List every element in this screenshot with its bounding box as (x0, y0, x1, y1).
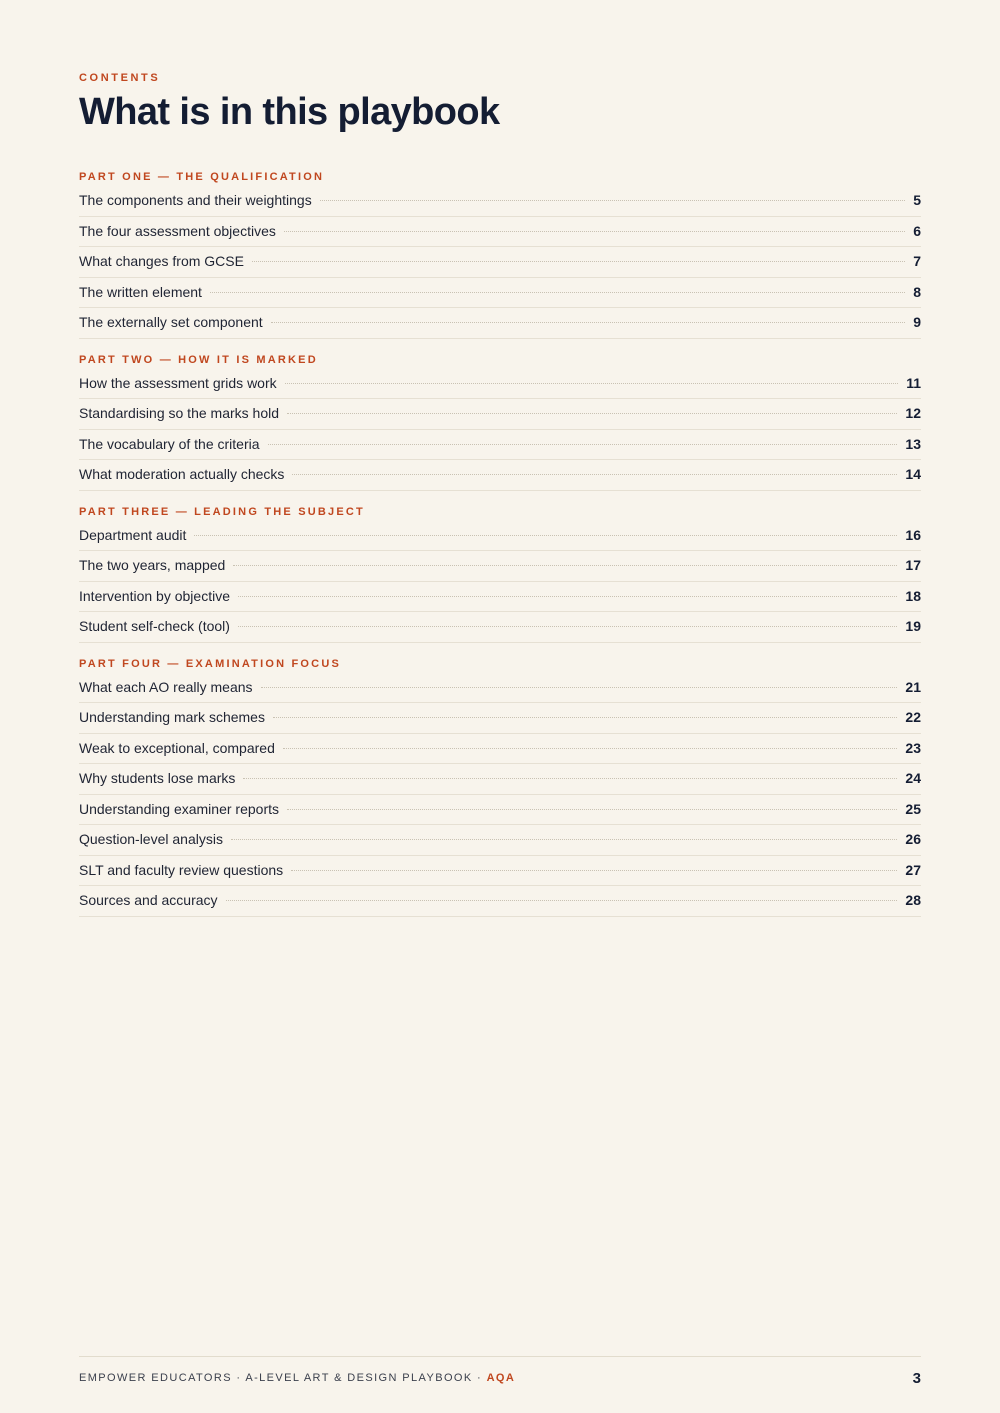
toc-entry[interactable] (79, 217, 921, 248)
dot-leader (271, 322, 906, 323)
page-title: What is in this playbook (79, 91, 500, 133)
toc-entry-label: What moderation actually checks (79, 466, 285, 482)
section-heading: PART FOUR — EXAMINATION FOCUS (79, 657, 341, 670)
toc-section (79, 505, 921, 643)
dot-leader (238, 596, 897, 597)
toc-entry-label: Intervention by objective (79, 587, 230, 604)
toc-entry-page-number: 18 (905, 587, 921, 604)
toc-entry-label: Sources and accuracy (79, 892, 218, 908)
toc-entry-page-number: 9 (913, 314, 921, 330)
toc-entry-label: The vocabulary of the criteria (79, 435, 260, 452)
toc-entry-page-number: 11 (906, 374, 921, 391)
section-heading: PART TWO — HOW IT IS MARKED (79, 353, 318, 366)
toc-entry[interactable] (79, 856, 921, 887)
toc-entry[interactable] (79, 582, 921, 613)
dot-leader (268, 444, 898, 445)
toc-entry-label: The two years, mapped (79, 557, 226, 573)
toc-entry-page-number: 25 (905, 800, 921, 817)
toc-entry-label: Question-level analysis (79, 831, 223, 847)
dot-leader (238, 626, 897, 627)
toc-entry-label: What each AO really means (79, 678, 253, 695)
dot-leader (287, 809, 897, 810)
dot-leader (273, 717, 897, 718)
toc-entry[interactable] (79, 521, 921, 552)
dot-leader (287, 413, 897, 414)
toc-entry-page-number: 24 (905, 770, 921, 786)
section-heading: PART THREE — LEADING THE SUBJECT (79, 505, 365, 518)
footer-publication: EMPOWER EDUCATORS · A-LEVEL ART & DESIGN PLAYBOOK · (79, 1372, 487, 1384)
toc-entry-label: Understanding examiner reports (79, 800, 279, 817)
toc-entry-page-number: 26 (905, 831, 921, 847)
dot-leader (283, 748, 898, 749)
dot-leader (292, 474, 897, 475)
toc-entry-page-number: 6 (913, 222, 921, 239)
toc-entry[interactable] (79, 612, 921, 643)
toc-entry[interactable] (79, 399, 921, 430)
toc-entry-label: Student self-check (tool) (79, 618, 230, 634)
toc-entry-label: The externally set component (79, 314, 263, 330)
toc-entry-page-number: 5 (913, 192, 921, 208)
toc-entry[interactable] (79, 734, 921, 765)
toc-entry-page-number: 22 (905, 709, 921, 725)
toc-entry-label: How the assessment grids work (79, 374, 277, 391)
dot-leader (226, 900, 898, 901)
section-heading: PART ONE — THE QUALIFICATION (79, 171, 325, 183)
toc-entry[interactable] (79, 795, 921, 826)
toc-entry-page-number: 16 (905, 526, 921, 543)
toc-entry-label: The written element (79, 283, 202, 300)
contents-page (79, 0, 921, 1413)
toc-entry-page-number: 23 (905, 739, 921, 756)
dot-leader (261, 687, 898, 688)
toc-entry-label: Weak to exceptional, compared (79, 739, 275, 756)
toc-entry[interactable] (79, 308, 921, 339)
dot-leader (233, 565, 897, 566)
toc-entry[interactable] (79, 703, 921, 734)
toc-entry-label: Standardising so the marks hold (79, 405, 279, 421)
dot-leader (243, 778, 897, 779)
toc-entry-page-number: 28 (905, 892, 921, 908)
toc-entry-page-number: 13 (905, 435, 921, 452)
dot-leader (194, 535, 897, 536)
toc-entry[interactable] (79, 186, 921, 217)
table-of-contents (79, 170, 921, 931)
dot-leader (285, 383, 899, 384)
page-footer (79, 1356, 921, 1393)
toc-entry-page-number: 8 (913, 283, 921, 300)
toc-entry-page-number: 27 (905, 861, 921, 878)
toc-section (79, 657, 921, 917)
dot-leader (320, 200, 906, 201)
toc-entry-label: Why students lose marks (79, 770, 236, 786)
toc-entry[interactable] (79, 430, 921, 461)
toc-entry[interactable] (79, 764, 921, 795)
toc-entry-page-number: 12 (905, 405, 921, 421)
contents-eyebrow: CONTENTS (79, 72, 161, 84)
dot-leader (284, 231, 905, 232)
toc-entry[interactable] (79, 278, 921, 309)
toc-entry[interactable] (79, 825, 921, 856)
toc-entry-label: The four assessment objectives (79, 222, 276, 239)
toc-section (79, 353, 921, 491)
toc-entry-page-number: 17 (905, 557, 921, 573)
dot-leader (231, 839, 897, 840)
toc-section (79, 170, 921, 339)
footer-board: AQA (486, 1372, 516, 1384)
toc-entry[interactable] (79, 460, 921, 491)
toc-entry-page-number: 19 (905, 618, 921, 634)
toc-entry-label: Understanding mark schemes (79, 709, 265, 725)
toc-entry-page-number: 7 (913, 253, 921, 269)
toc-entry[interactable] (79, 369, 921, 400)
toc-entry-page-number: 21 (905, 678, 921, 695)
toc-entry[interactable] (79, 247, 921, 278)
footer-text (79, 1366, 515, 1384)
toc-entry-label: Department audit (79, 526, 187, 543)
dot-leader (252, 261, 905, 262)
toc-entry-label: What changes from GCSE (79, 253, 244, 269)
toc-entry-label: SLT and faculty review questions (79, 861, 284, 878)
dot-leader (210, 292, 905, 293)
footer-page-number: 3 (912, 1369, 921, 1387)
toc-entry-label: The components and their weightings (79, 192, 312, 208)
toc-entry[interactable] (79, 673, 921, 704)
toc-entry-page-number: 14 (905, 466, 921, 482)
toc-entry[interactable] (79, 886, 921, 917)
toc-entry[interactable] (79, 551, 921, 582)
dot-leader (291, 870, 897, 871)
